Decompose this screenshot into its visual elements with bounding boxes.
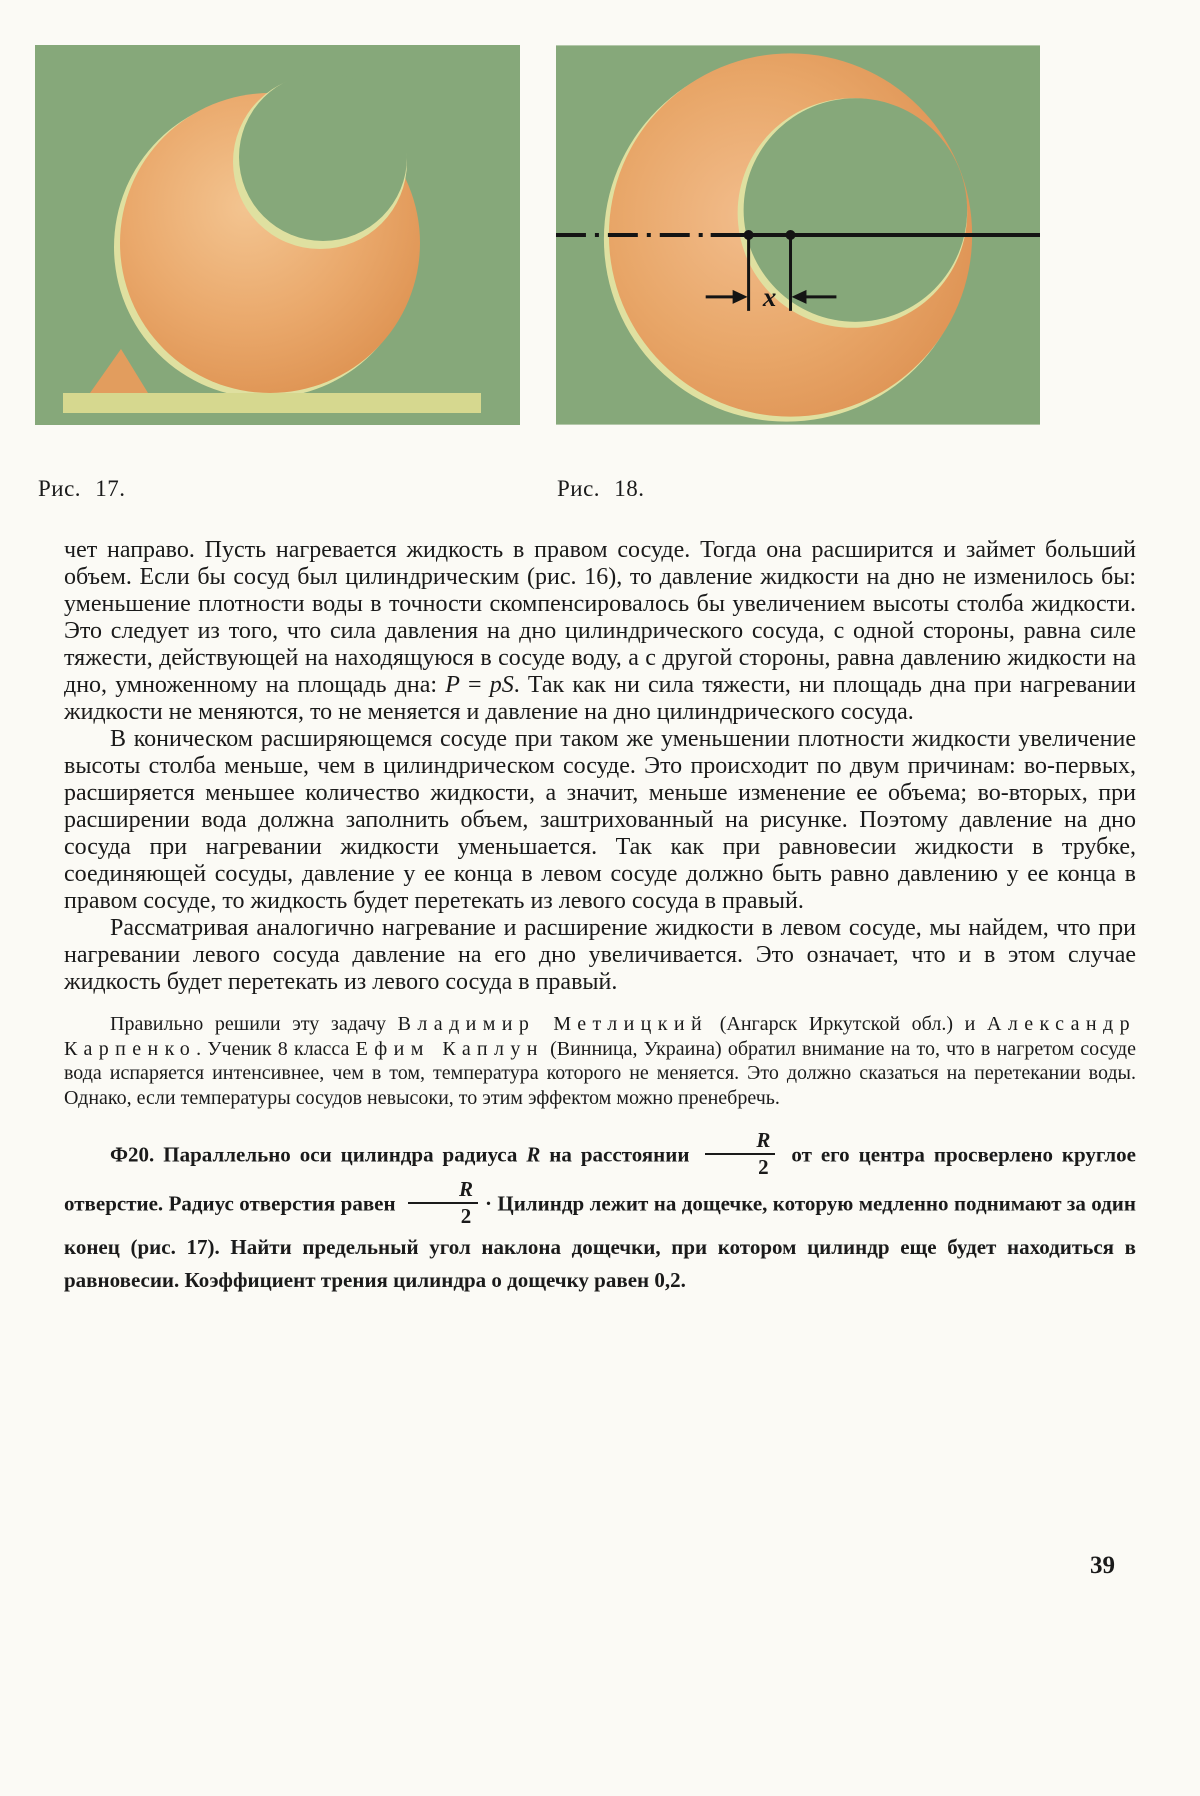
figure-18-drawing	[556, 45, 1040, 425]
fraction: $\frac{R}{2}$	[705, 1129, 775, 1178]
figure-18	[556, 45, 1040, 425]
figure-17-drawing	[35, 45, 520, 425]
fraction: $\frac{R}{2}$	[408, 1178, 478, 1227]
body-paragraph-2: В коническом расширяющемся сосуде при таком же уменьшении плотности жидкости увеличение высоты столба меньше, чем в цилиндрическом сосуде. Это происходит по двум причинам: во-первых, расширяется меньшее количество жидкости, а значит, меньше изменение ее объема; во-вторых, при расширении вода должна заполнить объем, заштрихованный на рисунке. Поэтому давление на дно сосуда при нагревании жидкости уменьшается. Так как при равновесии жидкости в трубке, соединяющей сосуды, давление у ее конца в левом сосуде должно быть равно давлению у ее конца в правом сосуде, то жидкость будет перетекать из левого сосуда в правый.	[64, 726, 1136, 914]
page-number: 39	[1090, 1552, 1115, 1579]
body-paragraph-3: Рассматривая аналогично нагревание и расширение жидкости в левом сосуде, мы найдем, что при нагревании левого сосуда давление на его дно увеличивается. Это означает, что и в этом случае жидкость будет перетекать из левого сосуда в правый.	[64, 915, 1136, 995]
figure-18-caption: Рис. 18.	[557, 476, 645, 501]
problem-f20: Ф20. Параллельно оси цилиндра радиуса R на расстоянии $\frac{R}{2}$ от его центра просверлено круглое отверстие. Радиус отверстия равен $\frac{R}{2}$ · Цилиндр лежит на дощечке, которую медленно поднимают за один конец (рис. 17). Найти предельный угол наклона дощечки, при котором цилиндр еще будет находиться в равновесии. Коэффициент трения цилиндра о дощечку равен 0,2.	[64, 1128, 1137, 1292]
figure-17	[35, 45, 520, 425]
drilled-hole	[744, 98, 968, 322]
figure-17-caption: Рис. 17.	[38, 476, 126, 501]
article-body	[64, 537, 1136, 1297]
plank	[63, 393, 481, 413]
drilled-hole	[239, 73, 407, 241]
solvers-note: Правильно решили эту задачу Владимир Метлицкий (Ангарск Иркутской обл.) и Александр Карпенко. Ученик 8 класса Ефим Каплун (Винница, Украина) обратил внимание на то, что в нагретом сосуде вода испаряется интенсивнее, чем в том, температура которого не меняется. Это должно сказаться на перетекании воды. Однако, если температуры сосудов невысоки, то этим эффектом можно пренебречь.	[64, 1013, 1136, 1109]
body-paragraph-1: чет направо. Пусть нагревается жидкость в правом сосуде. Тогда она расширится и займет больший объем. Если бы сосуд был цилиндрическим (рис. 16), то давление жидкости на дно не изменилось бы: уменьшение плотности воды в точности скомпенсировалось бы увеличением высоты столба жидкости. Это следует из того, что сила давления на дно цилиндрического сосуда, с одной стороны, равна силе тяжести, действующей на находящуюся в сосуде воду, а с другой стороны, равна давлению жидкости на дно, умноженному на площадь дна: P = pS. Так как ни сила тяжести, ни площадь дна при нагревании жидкости не меняются, то не меняется и давление на дно цилиндрического сосуда.	[64, 537, 1136, 725]
dimension-label-x: x	[762, 281, 777, 312]
